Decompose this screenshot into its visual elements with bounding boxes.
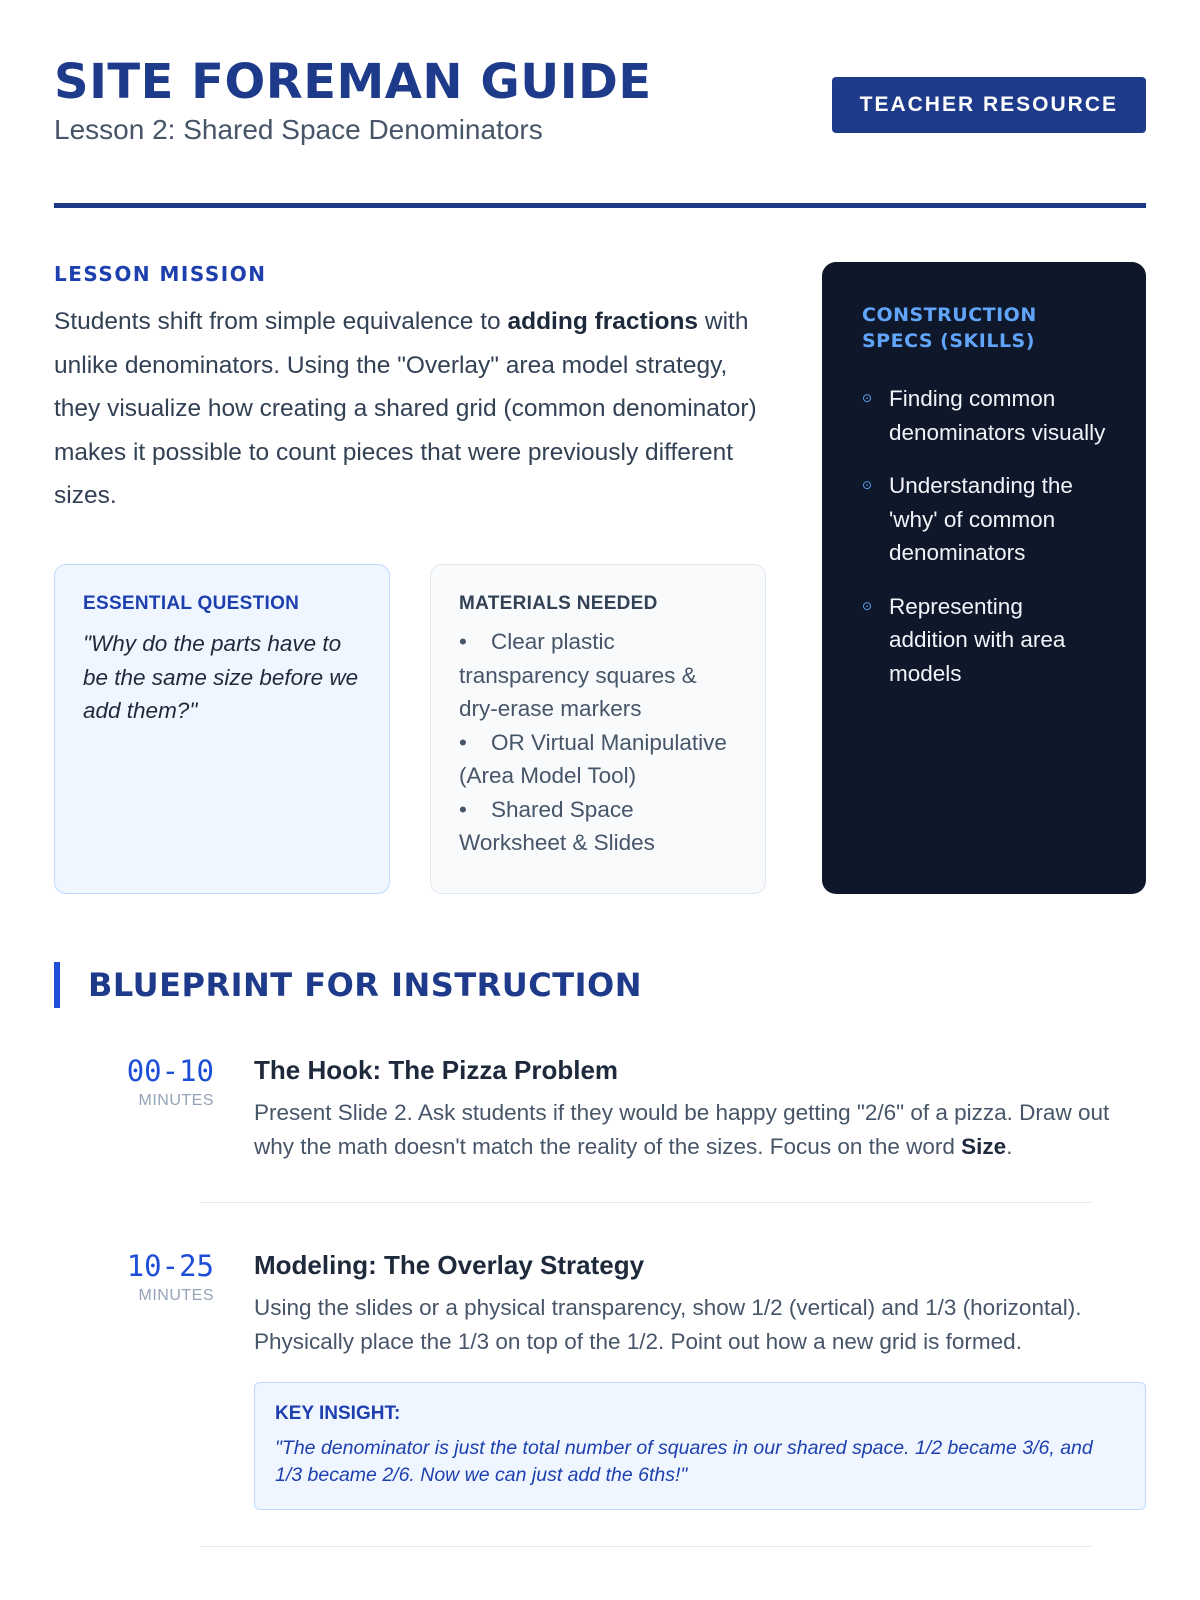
mission-text-part: Students shift from simple equivalence to <box>54 308 508 335</box>
materials-card <box>430 564 766 894</box>
key-insight-label: KEY INSIGHT: <box>275 1403 401 1424</box>
mission-text-emphasis: adding fractions <box>507 308 699 335</box>
teacher-resource-badge: TEACHER RESOURCE <box>832 77 1146 133</box>
step-divider <box>200 1202 1092 1203</box>
specs-label: CONSTRUCTION SPECS (SKILLS) <box>862 304 1037 352</box>
blueprint-title: BLUEPRINT FOR INSTRUCTION <box>88 966 642 1004</box>
mission-label: LESSON MISSION <box>54 262 267 286</box>
materials-list <box>459 625 737 860</box>
key-insight-box <box>254 1382 1146 1510</box>
lesson-mission <box>54 262 766 518</box>
step-description-emphasis: Size <box>961 1133 1007 1159</box>
circle-check-icon: ⊙ <box>862 598 873 613</box>
step-description-part: . <box>1006 1133 1013 1159</box>
step-time <box>54 1054 214 1110</box>
list-item <box>459 625 737 726</box>
step-description <box>254 1096 1146 1163</box>
materials-item-text: Clear plastic transparency squares & dry-erase markers <box>459 629 697 721</box>
step-description-part: Present Slide 2. Ask students if they would be happy getting "2/6" of a pizza. Draw out why the math doesn't match the reality of the sizes. Focus on the word <box>254 1100 1110 1159</box>
construction-specs-panel <box>822 262 1146 894</box>
key-insight-text: "The denominator is just the total number of squares in our shared space. 1/2 became 3/6, and 1/3 became 2/6. Now we can just add the 6ths!" <box>275 1437 1093 1486</box>
skills-list <box>862 382 1106 690</box>
time-range: 00-10 <box>126 1054 214 1088</box>
list-item <box>862 469 1106 570</box>
time-unit: MINUTES <box>138 1092 214 1109</box>
list-item <box>459 726 737 793</box>
materials-label: MATERIALS NEEDED <box>459 593 658 614</box>
essential-question-card <box>54 564 390 894</box>
time-unit: MINUTES <box>138 1287 214 1304</box>
mission-text-part: with unlike denominators. Using the "Overlay" area model strategy, they visualize how creating a shared grid (common denominator) makes it possible to count pieces that were previously different sizes. <box>54 308 757 509</box>
circle-check-icon: ⊙ <box>862 478 873 492</box>
essential-question-label: ESSENTIAL QUESTION <box>83 593 300 614</box>
step-time <box>54 1249 214 1305</box>
blueprint-heading <box>54 962 642 1008</box>
step-body <box>254 1054 1146 1163</box>
step-body <box>254 1249 1146 1510</box>
circle-check-icon: ⊙ <box>862 391 873 405</box>
page-title: SITE FOREMAN GUIDE <box>54 54 652 110</box>
list-item <box>459 793 737 860</box>
time-range: 10-25 <box>126 1249 214 1283</box>
skill-text: Representing addition with area models <box>889 593 1066 686</box>
essential-question-text: "Why do the parts have to be the same size before we add them?" <box>83 631 359 723</box>
list-item <box>862 382 1106 449</box>
materials-item-text: OR Virtual Manipulative (Area Model Tool) <box>459 729 727 788</box>
bullet-icon: • <box>459 796 467 822</box>
skill-text: Understanding the 'why' of common denominators <box>889 473 1073 565</box>
skill-text: Finding common denominators visually <box>889 386 1106 445</box>
step-title: Modeling: The Overlay Strategy <box>254 1250 645 1280</box>
step-title: The Hook: The Pizza Problem <box>254 1055 619 1085</box>
materials-item-text: Shared Space Worksheet & Slides <box>459 796 655 855</box>
bullet-icon: • <box>459 629 467 654</box>
step-description: Using the slides or a physical transparency, show 1/2 (vertical) and 1/3 (horizontal). Physically place the 1/3 on top of the 1/2. Point out how a new grid is formed. <box>254 1295 1082 1354</box>
step-divider <box>200 1546 1092 1547</box>
list-item <box>862 590 1106 691</box>
lesson-subtitle: Lesson 2: Shared Space Denominators <box>54 114 543 145</box>
mission-text <box>54 300 766 518</box>
page-header <box>54 52 1146 208</box>
bullet-icon: • <box>459 729 467 755</box>
